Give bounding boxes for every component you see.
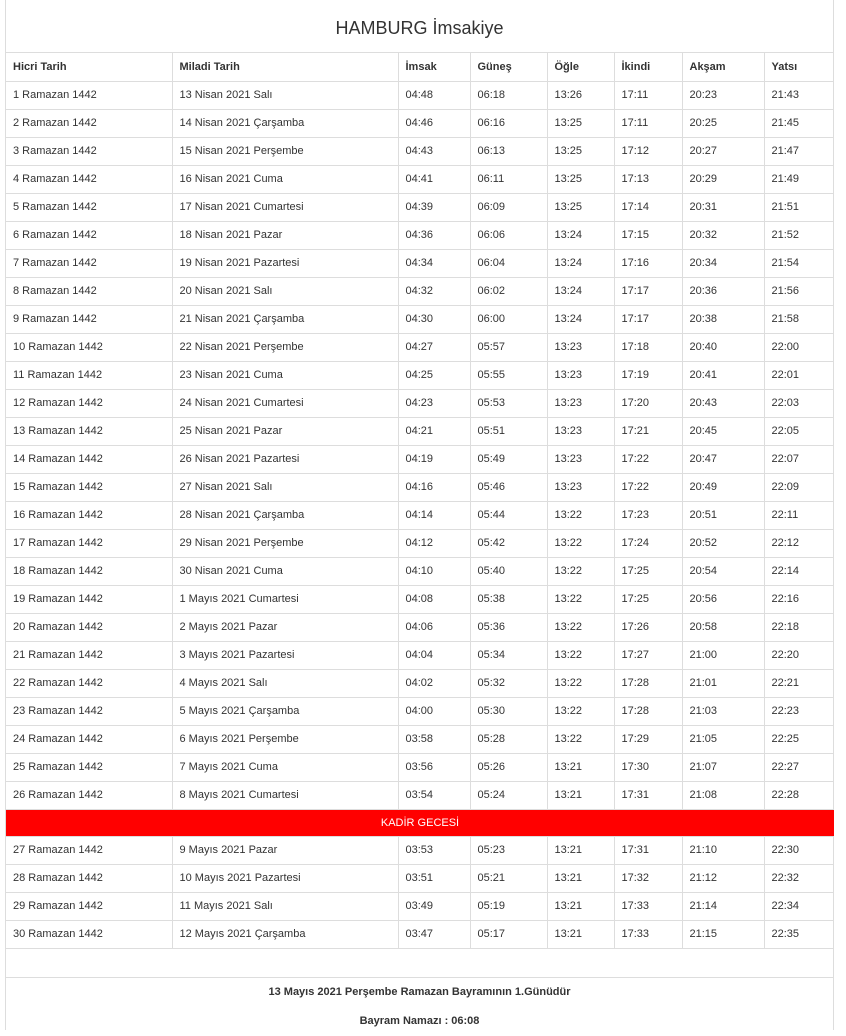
ogle-cell: 13:22	[547, 613, 614, 641]
column-header-imsak: İmsak	[398, 53, 470, 81]
ogle-cell: 13:22	[547, 641, 614, 669]
aksam-cell: 21:03	[682, 697, 764, 725]
imsak-cell: 04:10	[398, 557, 470, 585]
yatsi-cell: 22:23	[764, 697, 834, 725]
ogle-cell: 13:21	[547, 753, 614, 781]
ikindi-cell: 17:21	[614, 417, 682, 445]
imsak-cell: 04:04	[398, 641, 470, 669]
gunes-cell: 05:36	[470, 613, 547, 641]
miladi-cell: 14 Nisan 2021 Çarşamba	[172, 109, 398, 137]
imsak-cell: 04:08	[398, 585, 470, 613]
aksam-cell: 20:43	[682, 389, 764, 417]
gunes-cell: 05:23	[470, 836, 547, 864]
ikindi-cell: 17:29	[614, 725, 682, 753]
hicri-cell: 7 Ramazan 1442	[6, 249, 172, 277]
ogle-cell: 13:22	[547, 557, 614, 585]
gunes-cell: 05:46	[470, 473, 547, 501]
imsak-cell: 03:54	[398, 781, 470, 809]
table-row	[6, 417, 834, 445]
column-header-ikindi: İkindi	[614, 53, 682, 81]
ogle-cell: 13:25	[547, 165, 614, 193]
yatsi-cell: 21:51	[764, 193, 834, 221]
miladi-cell: 22 Nisan 2021 Perşembe	[172, 333, 398, 361]
table-row	[6, 389, 834, 417]
imsak-cell: 04:12	[398, 529, 470, 557]
hicri-cell: 21 Ramazan 1442	[6, 641, 172, 669]
aksam-cell: 20:40	[682, 333, 764, 361]
ikindi-cell: 17:31	[614, 781, 682, 809]
miladi-cell: 7 Mayıs 2021 Cuma	[172, 753, 398, 781]
aksam-cell: 21:00	[682, 641, 764, 669]
hicri-cell: 1 Ramazan 1442	[6, 81, 172, 109]
hicri-cell: 23 Ramazan 1442	[6, 697, 172, 725]
hicri-cell: 18 Ramazan 1442	[6, 557, 172, 585]
ogle-cell: 13:23	[547, 389, 614, 417]
hicri-cell: 9 Ramazan 1442	[6, 305, 172, 333]
imsak-cell: 04:23	[398, 389, 470, 417]
table-row	[6, 613, 834, 641]
table-row	[6, 165, 834, 193]
gunes-cell: 05:26	[470, 753, 547, 781]
table-row	[6, 473, 834, 501]
ikindi-cell: 17:13	[614, 165, 682, 193]
ikindi-cell: 17:25	[614, 557, 682, 585]
ikindi-cell: 17:30	[614, 753, 682, 781]
aksam-cell: 21:07	[682, 753, 764, 781]
table-row	[6, 697, 834, 725]
miladi-cell: 25 Nisan 2021 Pazar	[172, 417, 398, 445]
yatsi-cell: 22:11	[764, 501, 834, 529]
ogle-cell: 13:24	[547, 305, 614, 333]
gunes-cell: 06:11	[470, 165, 547, 193]
gunes-cell: 06:13	[470, 137, 547, 165]
ogle-cell: 13:25	[547, 109, 614, 137]
ogle-cell: 13:21	[547, 920, 614, 948]
miladi-cell: 26 Nisan 2021 Pazartesi	[172, 445, 398, 473]
miladi-cell: 9 Mayıs 2021 Pazar	[172, 836, 398, 864]
ikindi-cell: 17:22	[614, 473, 682, 501]
hicri-cell: 2 Ramazan 1442	[6, 109, 172, 137]
hicri-cell: 15 Ramazan 1442	[6, 473, 172, 501]
ikindi-cell: 17:22	[614, 445, 682, 473]
gunes-cell: 05:30	[470, 697, 547, 725]
gunes-cell: 05:38	[470, 585, 547, 613]
ogle-cell: 13:23	[547, 417, 614, 445]
aksam-cell: 20:47	[682, 445, 764, 473]
gunes-cell: 05:40	[470, 557, 547, 585]
ogle-cell: 13:22	[547, 529, 614, 557]
aksam-cell: 20:41	[682, 361, 764, 389]
hicri-cell: 8 Ramazan 1442	[6, 277, 172, 305]
hicri-cell: 26 Ramazan 1442	[6, 781, 172, 809]
yatsi-cell: 22:21	[764, 669, 834, 697]
table-row	[6, 781, 834, 809]
ogle-cell: 13:24	[547, 221, 614, 249]
ikindi-cell: 17:17	[614, 277, 682, 305]
hicri-cell: 12 Ramazan 1442	[6, 389, 172, 417]
ogle-cell: 13:25	[547, 137, 614, 165]
miladi-cell: 12 Mayıs 2021 Çarşamba	[172, 920, 398, 948]
hicri-cell: 4 Ramazan 1442	[6, 165, 172, 193]
table-row	[6, 305, 834, 333]
imsak-cell: 03:53	[398, 836, 470, 864]
hicri-cell: 16 Ramazan 1442	[6, 501, 172, 529]
aksam-cell: 21:12	[682, 864, 764, 892]
ogle-cell: 13:26	[547, 81, 614, 109]
ogle-cell: 13:22	[547, 669, 614, 697]
gunes-cell: 05:49	[470, 445, 547, 473]
kadir-gecesi-row	[6, 809, 834, 836]
imsak-cell: 04:36	[398, 221, 470, 249]
ogle-cell: 13:21	[547, 836, 614, 864]
imsak-cell: 04:34	[398, 249, 470, 277]
imsak-cell: 03:47	[398, 920, 470, 948]
aksam-cell: 20:31	[682, 193, 764, 221]
aksam-cell: 20:32	[682, 221, 764, 249]
aksam-cell: 21:05	[682, 725, 764, 753]
gunes-cell: 06:02	[470, 277, 547, 305]
gunes-cell: 05:42	[470, 529, 547, 557]
miladi-cell: 18 Nisan 2021 Pazar	[172, 221, 398, 249]
imsak-cell: 04:30	[398, 305, 470, 333]
ogle-cell: 13:22	[547, 697, 614, 725]
yatsi-cell: 22:01	[764, 361, 834, 389]
table-row	[6, 641, 834, 669]
miladi-cell: 29 Nisan 2021 Perşembe	[172, 529, 398, 557]
yatsi-cell: 22:35	[764, 920, 834, 948]
yatsi-cell: 22:18	[764, 613, 834, 641]
table-row	[6, 81, 834, 109]
yatsi-cell: 22:28	[764, 781, 834, 809]
yatsi-cell: 22:20	[764, 641, 834, 669]
hicri-cell: 3 Ramazan 1442	[6, 137, 172, 165]
ikindi-cell: 17:15	[614, 221, 682, 249]
yatsi-cell: 22:09	[764, 473, 834, 501]
aksam-cell: 21:08	[682, 781, 764, 809]
miladi-cell: 4 Mayıs 2021 Salı	[172, 669, 398, 697]
miladi-cell: 6 Mayıs 2021 Perşembe	[172, 725, 398, 753]
gunes-cell: 05:28	[470, 725, 547, 753]
yatsi-cell: 21:52	[764, 221, 834, 249]
yatsi-cell: 22:27	[764, 753, 834, 781]
yatsi-cell: 22:30	[764, 836, 834, 864]
hicri-cell: 20 Ramazan 1442	[6, 613, 172, 641]
table-row	[6, 361, 834, 389]
imsak-cell: 04:19	[398, 445, 470, 473]
ikindi-cell: 17:24	[614, 529, 682, 557]
gunes-cell: 06:16	[470, 109, 547, 137]
table-body-before	[6, 81, 834, 809]
ogle-cell: 13:22	[547, 585, 614, 613]
hicri-cell: 29 Ramazan 1442	[6, 892, 172, 920]
gunes-cell: 05:32	[470, 669, 547, 697]
ikindi-cell: 17:19	[614, 361, 682, 389]
gunes-cell: 06:06	[470, 221, 547, 249]
hicri-cell: 5 Ramazan 1442	[6, 193, 172, 221]
imsak-cell: 03:51	[398, 864, 470, 892]
ikindi-cell: 17:31	[614, 836, 682, 864]
ikindi-cell: 17:28	[614, 697, 682, 725]
gunes-cell: 05:57	[470, 333, 547, 361]
miladi-cell: 8 Mayıs 2021 Cumartesi	[172, 781, 398, 809]
gunes-cell: 05:34	[470, 641, 547, 669]
table-row	[6, 445, 834, 473]
gunes-cell: 05:21	[470, 864, 547, 892]
ikindi-cell: 17:33	[614, 920, 682, 948]
imsak-cell: 04:02	[398, 669, 470, 697]
ogle-cell: 13:21	[547, 892, 614, 920]
imsak-cell: 04:48	[398, 81, 470, 109]
yatsi-cell: 22:07	[764, 445, 834, 473]
hicri-cell: 25 Ramazan 1442	[6, 753, 172, 781]
ogle-cell: 13:22	[547, 725, 614, 753]
imsak-cell: 04:14	[398, 501, 470, 529]
ikindi-cell: 17:17	[614, 305, 682, 333]
column-header-ogle: Öğle	[547, 53, 614, 81]
table-row	[6, 725, 834, 753]
table-row	[6, 221, 834, 249]
hicri-cell: 14 Ramazan 1442	[6, 445, 172, 473]
column-header-hicri: Hicri Tarih	[6, 53, 172, 81]
aksam-cell: 20:34	[682, 249, 764, 277]
ikindi-cell: 17:14	[614, 193, 682, 221]
hicri-cell: 10 Ramazan 1442	[6, 333, 172, 361]
imsak-cell: 04:27	[398, 333, 470, 361]
imsak-cell: 03:56	[398, 753, 470, 781]
table-row	[6, 753, 834, 781]
table-row	[6, 137, 834, 165]
imsak-cell: 04:21	[398, 417, 470, 445]
ikindi-cell: 17:11	[614, 81, 682, 109]
miladi-cell: 17 Nisan 2021 Cumartesi	[172, 193, 398, 221]
ogle-cell: 13:24	[547, 249, 614, 277]
hicri-cell: 28 Ramazan 1442	[6, 864, 172, 892]
miladi-cell: 11 Mayıs 2021 Salı	[172, 892, 398, 920]
hicri-cell: 6 Ramazan 1442	[6, 221, 172, 249]
gunes-cell: 05:55	[470, 361, 547, 389]
bayram-namazi: Bayram Namazı : 06:08	[359, 1014, 480, 1027]
aksam-cell: 20:23	[682, 81, 764, 109]
column-header-gunes: Güneş	[470, 53, 547, 81]
yatsi-cell: 21:54	[764, 249, 834, 277]
gunes-cell: 05:51	[470, 417, 547, 445]
table-row	[6, 277, 834, 305]
hicri-cell: 22 Ramazan 1442	[6, 669, 172, 697]
yatsi-cell: 22:16	[764, 585, 834, 613]
table-row	[6, 557, 834, 585]
aksam-cell: 20:38	[682, 305, 764, 333]
column-header-yatsi: Yatsı	[764, 53, 834, 81]
column-header-miladi: Miladi Tarih	[172, 53, 398, 81]
aksam-cell: 20:25	[682, 109, 764, 137]
ikindi-cell: 17:28	[614, 669, 682, 697]
aksam-cell: 21:14	[682, 892, 764, 920]
table-row	[6, 669, 834, 697]
gunes-cell: 05:44	[470, 501, 547, 529]
hicri-cell: 27 Ramazan 1442	[6, 836, 172, 864]
ikindi-cell: 17:11	[614, 109, 682, 137]
ogle-cell: 13:25	[547, 193, 614, 221]
yatsi-cell: 22:05	[764, 417, 834, 445]
imsak-cell: 04:46	[398, 109, 470, 137]
miladi-cell: 16 Nisan 2021 Cuma	[172, 165, 398, 193]
miladi-cell: 15 Nisan 2021 Perşembe	[172, 137, 398, 165]
table-body-after	[6, 836, 834, 948]
yatsi-cell: 22:14	[764, 557, 834, 585]
table-row	[6, 920, 834, 948]
ogle-cell: 13:24	[547, 277, 614, 305]
kadir-gecesi-label: KADİR GECESİ	[6, 809, 834, 836]
aksam-cell: 20:56	[682, 585, 764, 613]
bayram-note: 13 Mayıs 2021 Perşembe Ramazan Bayramının 1.Günüdür	[268, 985, 571, 998]
imsak-cell: 04:25	[398, 361, 470, 389]
hicri-cell: 17 Ramazan 1442	[6, 529, 172, 557]
ikindi-cell: 17:25	[614, 585, 682, 613]
imsak-cell: 04:39	[398, 193, 470, 221]
table-row	[6, 892, 834, 920]
ogle-cell: 13:21	[547, 864, 614, 892]
miladi-cell: 1 Mayıs 2021 Cumartesi	[172, 585, 398, 613]
miladi-cell: 28 Nisan 2021 Çarşamba	[172, 501, 398, 529]
yatsi-cell: 22:03	[764, 389, 834, 417]
aksam-cell: 20:29	[682, 165, 764, 193]
ikindi-cell: 17:16	[614, 249, 682, 277]
aksam-cell: 21:10	[682, 836, 764, 864]
imsak-cell: 04:43	[398, 137, 470, 165]
aksam-cell: 20:45	[682, 417, 764, 445]
imsakiye-panel	[5, 0, 834, 1030]
aksam-cell: 21:01	[682, 669, 764, 697]
table-row	[6, 836, 834, 864]
ikindi-cell: 17:12	[614, 137, 682, 165]
yatsi-cell: 22:32	[764, 864, 834, 892]
aksam-cell: 20:52	[682, 529, 764, 557]
table-row	[6, 109, 834, 137]
ikindi-cell: 17:20	[614, 389, 682, 417]
table-row	[6, 585, 834, 613]
miladi-cell: 3 Mayıs 2021 Pazartesi	[172, 641, 398, 669]
imsak-cell: 04:00	[398, 697, 470, 725]
aksam-cell: 20:54	[682, 557, 764, 585]
spacer-row	[6, 949, 833, 978]
miladi-cell: 2 Mayıs 2021 Pazar	[172, 613, 398, 641]
column-header-aksam: Akşam	[682, 53, 764, 81]
hicri-cell: 30 Ramazan 1442	[6, 920, 172, 948]
ogle-cell: 13:23	[547, 473, 614, 501]
imsak-cell: 03:58	[398, 725, 470, 753]
yatsi-cell: 21:58	[764, 305, 834, 333]
yatsi-cell: 21:49	[764, 165, 834, 193]
ogle-cell: 13:23	[547, 445, 614, 473]
miladi-cell: 30 Nisan 2021 Cuma	[172, 557, 398, 585]
aksam-cell: 20:58	[682, 613, 764, 641]
gunes-cell: 05:53	[470, 389, 547, 417]
yatsi-cell: 22:25	[764, 725, 834, 753]
ikindi-cell: 17:27	[614, 641, 682, 669]
yatsi-cell: 22:00	[764, 333, 834, 361]
gunes-cell: 06:09	[470, 193, 547, 221]
table-row	[6, 193, 834, 221]
table-row	[6, 864, 834, 892]
hicri-cell: 24 Ramazan 1442	[6, 725, 172, 753]
ogle-cell: 13:23	[547, 361, 614, 389]
yatsi-cell: 22:34	[764, 892, 834, 920]
miladi-cell: 21 Nisan 2021 Çarşamba	[172, 305, 398, 333]
table-row	[6, 501, 834, 529]
imsak-cell: 04:16	[398, 473, 470, 501]
aksam-cell: 20:49	[682, 473, 764, 501]
table-row	[6, 333, 834, 361]
aksam-cell: 20:51	[682, 501, 764, 529]
gunes-cell: 06:04	[470, 249, 547, 277]
hicri-cell: 19 Ramazan 1442	[6, 585, 172, 613]
gunes-cell: 05:24	[470, 781, 547, 809]
miladi-cell: 23 Nisan 2021 Cuma	[172, 361, 398, 389]
special-row-group	[6, 809, 834, 836]
aksam-cell: 21:15	[682, 920, 764, 948]
imsak-cell: 04:06	[398, 613, 470, 641]
aksam-cell: 20:27	[682, 137, 764, 165]
ikindi-cell: 17:23	[614, 501, 682, 529]
page-title: HAMBURG İmsakiye	[6, 0, 833, 53]
imsakiye-table	[6, 53, 834, 949]
yatsi-cell: 21:47	[764, 137, 834, 165]
ikindi-cell: 17:32	[614, 864, 682, 892]
yatsi-cell: 21:43	[764, 81, 834, 109]
hicri-cell: 13 Ramazan 1442	[6, 417, 172, 445]
imsak-cell: 03:49	[398, 892, 470, 920]
imsak-cell: 04:32	[398, 277, 470, 305]
gunes-cell: 06:18	[470, 81, 547, 109]
yatsi-cell: 21:56	[764, 277, 834, 305]
imsak-cell: 04:41	[398, 165, 470, 193]
ogle-cell: 13:21	[547, 781, 614, 809]
table-row	[6, 249, 834, 277]
ogle-cell: 13:22	[547, 501, 614, 529]
table-header-row	[6, 53, 834, 81]
yatsi-cell: 21:45	[764, 109, 834, 137]
miladi-cell: 19 Nisan 2021 Pazartesi	[172, 249, 398, 277]
aksam-cell: 20:36	[682, 277, 764, 305]
gunes-cell: 06:00	[470, 305, 547, 333]
ikindi-cell: 17:33	[614, 892, 682, 920]
miladi-cell: 24 Nisan 2021 Cumartesi	[172, 389, 398, 417]
yatsi-cell: 22:12	[764, 529, 834, 557]
gunes-cell: 05:19	[470, 892, 547, 920]
gunes-cell: 05:17	[470, 920, 547, 948]
ikindi-cell: 17:26	[614, 613, 682, 641]
miladi-cell: 13 Nisan 2021 Salı	[172, 81, 398, 109]
ikindi-cell: 17:18	[614, 333, 682, 361]
miladi-cell: 27 Nisan 2021 Salı	[172, 473, 398, 501]
hicri-cell: 11 Ramazan 1442	[6, 361, 172, 389]
table-row	[6, 529, 834, 557]
miladi-cell: 5 Mayıs 2021 Çarşamba	[172, 697, 398, 725]
miladi-cell: 10 Mayıs 2021 Pazartesi	[172, 864, 398, 892]
ogle-cell: 13:23	[547, 333, 614, 361]
miladi-cell: 20 Nisan 2021 Salı	[172, 277, 398, 305]
